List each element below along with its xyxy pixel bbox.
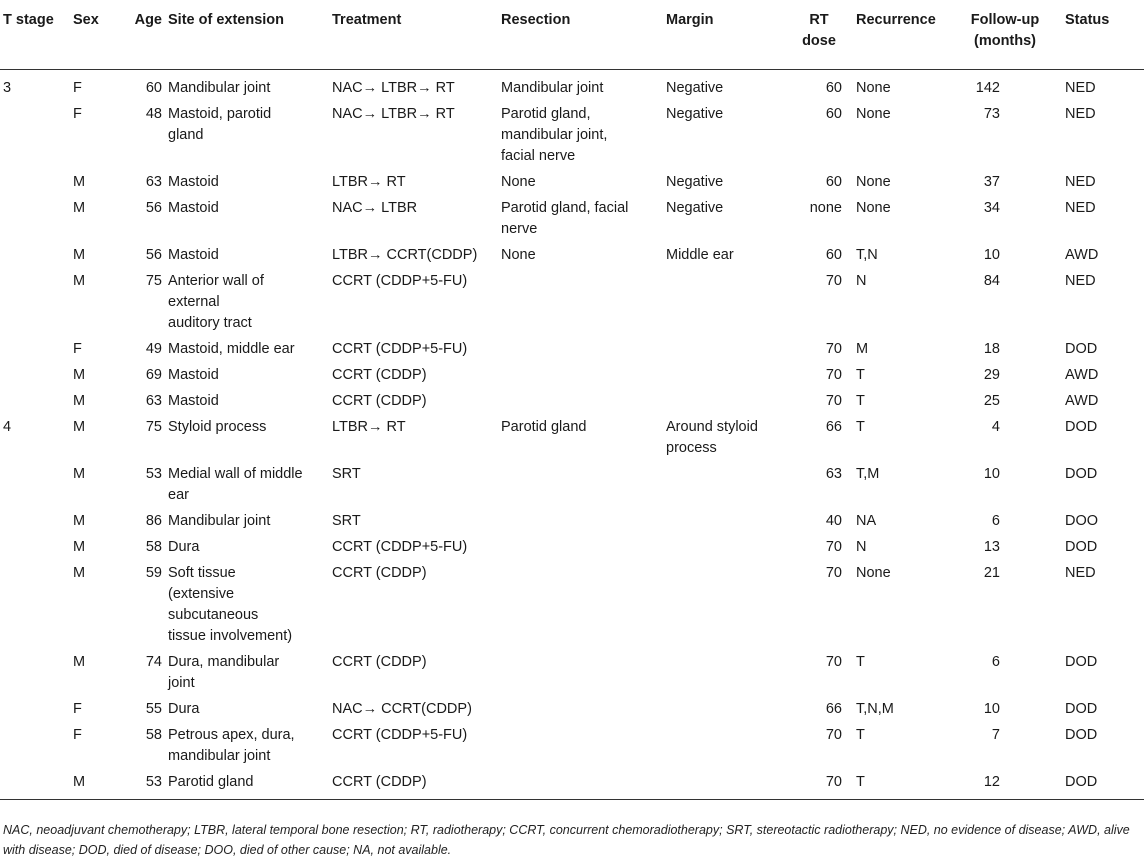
cell-follow-up: 34: [983, 199, 1000, 216]
cell-t-stage: [0, 388, 70, 414]
cell-margin: [663, 560, 785, 649]
cell-resection: Mandibular joint: [501, 79, 604, 96]
cell-sex: M: [73, 564, 86, 581]
cell-age: 63: [145, 173, 162, 190]
cell-site-of-extension: Soft tissue (extensive subcutaneous tissue involvement): [168, 564, 293, 644]
cell-recurrence: None: [856, 105, 891, 122]
cell-margin: [663, 336, 785, 362]
cell-rt-dose: 70: [785, 769, 853, 799]
table-row: [0, 696, 1144, 722]
cell-age: 74: [145, 653, 162, 670]
cell-t-stage: [0, 268, 70, 336]
header-follow-up: Follow-up (months): [948, 0, 1062, 69]
cell-rt-dose: 70: [825, 272, 842, 289]
cell-treatment: CCRT (CDDP): [332, 564, 427, 581]
cell-treatment: NAC→ LTBR→ RT: [332, 105, 455, 122]
header-age: Age: [113, 0, 165, 69]
cell-rt-dose: 70: [825, 538, 842, 555]
cell-rt-dose: 70: [825, 564, 842, 581]
cell-rt-dose: 60: [825, 246, 842, 263]
cell-status: NED: [1065, 199, 1096, 216]
cell-resection: [498, 508, 663, 534]
cell-t-stage: [0, 534, 70, 560]
cell-site-of-extension: Mastoid: [168, 366, 219, 383]
cell-margin: [663, 508, 785, 534]
cell-rt-dose: 70: [825, 392, 842, 409]
cell-recurrence: N: [856, 538, 867, 555]
cell-resection: [498, 461, 663, 508]
cell-status: NED: [1065, 564, 1096, 581]
cell-sex: M: [73, 512, 86, 529]
cell-recurrence: T: [856, 366, 865, 383]
cell-rt-dose: 70: [825, 726, 842, 743]
table-row: [0, 414, 1144, 461]
cell-resection: [498, 649, 663, 696]
cell-status: DOD: [1065, 418, 1098, 435]
cell-follow-up: 12: [948, 769, 1062, 799]
header-site-of-extension: Site of extension: [165, 0, 329, 69]
cell-site-of-extension: Styloid process: [168, 418, 267, 435]
cell-recurrence: T: [856, 653, 865, 670]
table-row: [0, 268, 1144, 336]
cell-t-stage: [0, 362, 70, 388]
cell-t-stage: 3: [3, 79, 12, 96]
cell-t-stage: [0, 722, 70, 769]
cell-age: 49: [145, 340, 162, 357]
cell-age: 60: [145, 79, 162, 96]
cell-margin: [663, 461, 785, 508]
cell-status: NED: [1065, 272, 1096, 289]
cell-sex: M: [70, 769, 113, 799]
cell-site-of-extension: Mastoid, middle ear: [168, 340, 295, 357]
cell-resection: [498, 534, 663, 560]
cell-margin: Negative: [666, 79, 724, 96]
cell-sex: M: [73, 538, 86, 555]
cell-status: DOD: [1065, 538, 1098, 555]
cell-age: 53: [145, 465, 162, 482]
cell-treatment: LTBR→ RT: [332, 173, 406, 190]
cell-site-of-extension: Mandibular joint: [168, 512, 271, 529]
cell-age: 75: [145, 272, 162, 289]
cell-sex: F: [73, 726, 82, 743]
cell-age: 86: [145, 512, 162, 529]
cell-sex: M: [73, 173, 86, 190]
cell-site-of-extension: Parotid gland: [165, 769, 329, 799]
cell-resection: [498, 696, 663, 722]
cell-site-of-extension: Dura: [168, 538, 200, 555]
cell-margin: [663, 534, 785, 560]
cell-treatment: CCRT (CDDP+5-FU): [332, 340, 468, 357]
cell-sex: M: [73, 392, 86, 409]
cell-age: 75: [145, 418, 162, 435]
cell-t-stage: [0, 169, 70, 195]
cell-status: DOO: [1065, 512, 1099, 529]
cell-treatment: CCRT (CDDP+5-FU): [332, 272, 468, 289]
cell-t-stage: [0, 461, 70, 508]
cell-recurrence: None: [856, 173, 891, 190]
cell-rt-dose: 63: [825, 465, 842, 482]
cell-age: 53: [113, 769, 165, 799]
cell-treatment: CCRT (CDDP): [329, 769, 498, 799]
cell-recurrence: T,M: [856, 465, 880, 482]
table-row: [0, 649, 1144, 696]
cell-rt-dose: 66: [825, 700, 842, 717]
cell-sex: M: [73, 199, 86, 216]
cell-follow-up: 6: [991, 653, 1000, 670]
cell-age: 56: [145, 246, 162, 263]
cell-follow-up: 73: [983, 105, 1000, 122]
cell-resection: [498, 560, 663, 649]
cell-t-stage: [0, 696, 70, 722]
header-t-stage: T stage: [0, 0, 70, 69]
cell-sex: F: [73, 79, 82, 96]
cell-age: 69: [145, 366, 162, 383]
cell-follow-up: 29: [983, 366, 1000, 383]
cell-status: AWD: [1065, 366, 1099, 383]
cell-t-stage: [0, 649, 70, 696]
cell-site-of-extension: Medial wall of middle ear: [168, 465, 303, 503]
table-row: [0, 508, 1144, 534]
cell-margin: [663, 649, 785, 696]
cell-age: 59: [145, 564, 162, 581]
cell-status: DOD: [1062, 769, 1144, 799]
cell-margin: Negative: [666, 173, 724, 190]
header-sex: Sex: [70, 0, 113, 69]
table-row: [0, 560, 1144, 649]
cell-status: NED: [1065, 173, 1096, 190]
cell-follow-up: 25: [983, 392, 1000, 409]
cell-rt-dose: 60: [825, 173, 842, 190]
header-resection: Resection: [498, 0, 663, 69]
cell-margin: [663, 362, 785, 388]
cell-site-of-extension: Mastoid: [168, 246, 219, 263]
cell-rt-dose: 60: [825, 79, 842, 96]
cell-follow-up: 13: [983, 538, 1000, 555]
cell-sex: M: [73, 465, 86, 482]
table-row: [0, 336, 1144, 362]
cell-treatment: LTBR→ CCRT(CDDP): [332, 246, 478, 263]
cell-t-stage: [0, 242, 70, 268]
cell-sex: F: [73, 700, 82, 717]
cell-rt-dose: none: [809, 199, 842, 216]
cell-follow-up: 10: [983, 700, 1000, 717]
table-row: [0, 534, 1144, 560]
cell-rt-dose: 70: [825, 340, 842, 357]
cell-sex: M: [73, 418, 86, 435]
cell-recurrence: T,N: [856, 246, 878, 263]
cell-status: AWD: [1065, 392, 1099, 409]
cell-margin: Negative: [666, 105, 724, 122]
cell-follow-up: 21: [983, 564, 1000, 581]
table-body: [0, 69, 1144, 799]
cell-recurrence: NA: [856, 512, 877, 529]
cell-age: 58: [145, 538, 162, 555]
cell-rt-dose: 70: [825, 366, 842, 383]
cell-treatment: SRT: [332, 512, 361, 529]
header-margin: Margin: [663, 0, 785, 69]
cell-treatment: CCRT (CDDP): [332, 366, 427, 383]
table-row: [0, 722, 1144, 769]
cell-recurrence: T,N,M: [856, 700, 894, 717]
cell-rt-dose: 60: [825, 105, 842, 122]
cell-margin: Negative: [666, 199, 724, 216]
cell-rt-dose: 70: [825, 653, 842, 670]
cell-t-stage: 4: [3, 418, 12, 435]
cell-status: NED: [1065, 105, 1096, 122]
cell-status: DOD: [1065, 700, 1098, 717]
cell-treatment: CCRT (CDDP): [332, 653, 427, 670]
table-row: [0, 69, 1144, 101]
footnote: NAC, neoadjuvant chemotherapy; LTBR, lateral temporal bone resection; RT, radiotherapy; CCRT, concurrent chemoradiotherapy; SRT, stereotactic radiotherapy; NED, no evidence of disease; AWD, alive with disease; DOD, died of disease; DOO, died of other cause; NA, not available.: [3, 823, 1130, 857]
cell-status: AWD: [1065, 246, 1099, 263]
table-row: [0, 388, 1144, 414]
cell-treatment: NAC→ CCRT(CDDP): [332, 700, 472, 717]
header-row: [0, 0, 1144, 69]
cell-site-of-extension: Petrous apex, dura, mandibular joint: [168, 726, 295, 764]
cell-follow-up: 6: [991, 512, 1000, 529]
cell-follow-up: 142: [975, 79, 1000, 96]
cell-margin: [663, 268, 785, 336]
cell-resection: [498, 268, 663, 336]
cell-resection: Parotid gland, mandibular joint, facial nerve: [501, 105, 608, 164]
cell-follow-up: 84: [983, 272, 1000, 289]
cell-recurrence: N: [856, 272, 867, 289]
cell-site-of-extension: Mastoid: [168, 392, 219, 409]
cell-sex: M: [73, 272, 86, 289]
table-row: [0, 769, 1144, 799]
header-rt-dose: RT dose: [785, 0, 853, 69]
table-row: [0, 101, 1144, 169]
cell-t-stage: [0, 560, 70, 649]
cell-resection: None: [501, 173, 536, 190]
cell-site-of-extension: Dura, mandibular joint: [168, 653, 280, 691]
cell-sex: M: [73, 246, 86, 263]
cell-resection: [498, 362, 663, 388]
cell-status: DOD: [1065, 653, 1098, 670]
cell-resection: [498, 722, 663, 769]
cell-resection: [498, 388, 663, 414]
cell-follow-up: 7: [991, 726, 1000, 743]
cell-age: 55: [145, 700, 162, 717]
cell-sex: F: [73, 340, 82, 357]
cell-follow-up: 37: [983, 173, 1000, 190]
cell-site-of-extension: Mastoid, parotid gland: [168, 105, 272, 143]
cell-t-stage: [0, 769, 70, 799]
cell-sex: M: [73, 366, 86, 383]
cell-treatment: CCRT (CDDP+5-FU): [332, 726, 468, 743]
cell-follow-up: 10: [983, 465, 1000, 482]
cell-t-stage: [0, 508, 70, 534]
cell-margin: [663, 722, 785, 769]
cell-sex: M: [73, 653, 86, 670]
cell-age: 58: [145, 726, 162, 743]
cell-resection: [498, 769, 663, 799]
cell-t-stage: [0, 195, 70, 242]
cell-site-of-extension: Mastoid: [168, 199, 219, 216]
cell-recurrence: None: [856, 564, 891, 581]
cell-status: DOD: [1065, 340, 1098, 357]
cell-sex: F: [73, 105, 82, 122]
cell-t-stage: [0, 101, 70, 169]
cell-recurrence: M: [856, 340, 869, 357]
cell-recurrence: T: [853, 769, 948, 799]
cell-margin: Around styloid process: [666, 418, 758, 456]
header-treatment: Treatment: [329, 0, 498, 69]
cell-rt-dose: 66: [825, 418, 842, 435]
cell-recurrence: T: [856, 726, 865, 743]
cell-site-of-extension: Mandibular joint: [168, 79, 271, 96]
cell-treatment: NAC→ LTBR→ RT: [332, 79, 455, 96]
cell-site-of-extension: Anterior wall of external auditory tract: [168, 272, 264, 331]
cell-site-of-extension: Dura: [168, 700, 200, 717]
table-row: [0, 195, 1144, 242]
header-recurrence: Recurrence: [853, 0, 948, 69]
cell-treatment: LTBR→ RT: [332, 418, 406, 435]
cell-status: DOD: [1065, 465, 1098, 482]
header-status: Status: [1062, 0, 1144, 69]
cell-status: NED: [1065, 79, 1096, 96]
table-row: [0, 242, 1144, 268]
cell-resection: Parotid gland: [501, 418, 587, 435]
cell-resection: Parotid gland, facial nerve: [501, 199, 629, 237]
cell-recurrence: T: [856, 418, 865, 435]
cell-treatment: CCRT (CDDP): [332, 392, 427, 409]
cell-treatment: NAC→ LTBR: [332, 199, 418, 216]
cell-margin: [663, 769, 785, 799]
table-row: [0, 461, 1144, 508]
cell-resection: None: [501, 246, 536, 263]
cell-age: 56: [145, 199, 162, 216]
cell-rt-dose: 40: [825, 512, 842, 529]
cell-recurrence: T: [856, 392, 865, 409]
cell-t-stage: [0, 336, 70, 362]
cell-margin: Middle ear: [666, 246, 734, 263]
cell-age: 63: [145, 392, 162, 409]
cell-margin: [663, 388, 785, 414]
cell-follow-up: 18: [983, 340, 1000, 357]
cell-age: 48: [145, 105, 162, 122]
cell-follow-up: 10: [983, 246, 1000, 263]
cell-treatment: CCRT (CDDP+5-FU): [332, 538, 468, 555]
cell-resection: [498, 336, 663, 362]
cell-follow-up: 4: [991, 418, 1000, 435]
cell-recurrence: None: [856, 199, 891, 216]
cell-margin: [663, 696, 785, 722]
table-row: [0, 362, 1144, 388]
cell-status: DOD: [1065, 726, 1098, 743]
table-row: [0, 169, 1144, 195]
cell-treatment: SRT: [332, 465, 361, 482]
cell-recurrence: None: [856, 79, 891, 96]
cell-site-of-extension: Mastoid: [168, 173, 219, 190]
